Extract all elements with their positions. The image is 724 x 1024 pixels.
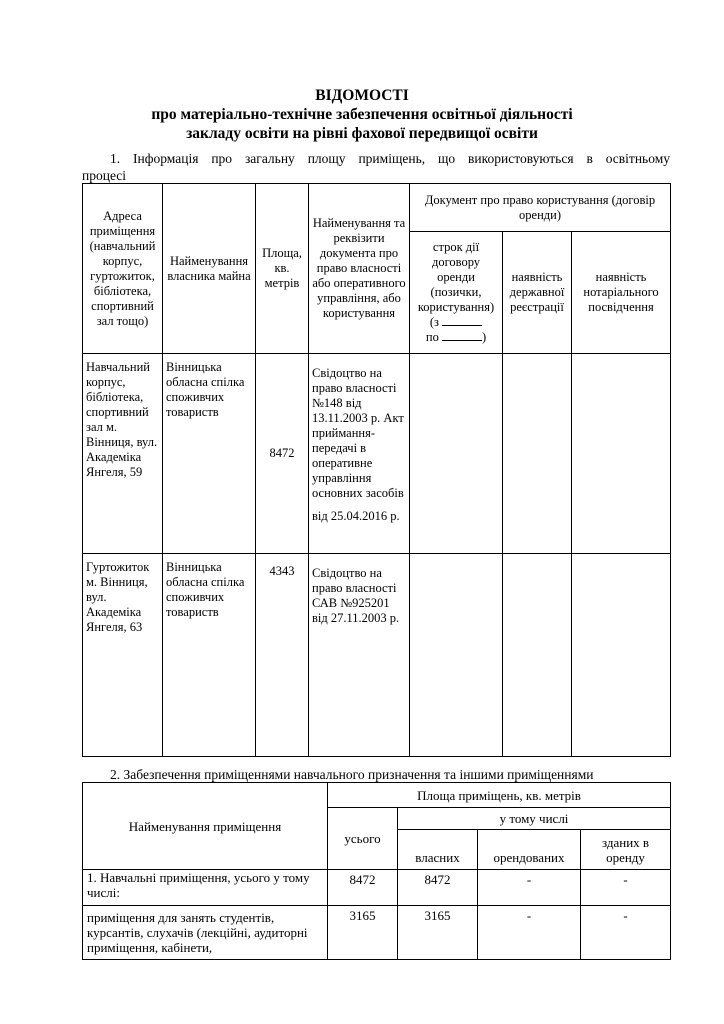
document-subtitle-line-2: закладу освіти на рівні фахової передвищої освіти (186, 125, 538, 142)
row2-address: Гуртожиток м. Вінниця, вул. Академіка Янгеля, 63 (83, 554, 163, 757)
header-owner: Найменування власника майна (163, 184, 256, 354)
header-usage-doc: Документ про право користування (договір оренди) (410, 184, 671, 232)
header-owned: власних (398, 830, 478, 870)
header-notary: наявність нотаріального посвідчення (572, 232, 671, 354)
row2-area: 4343 (256, 554, 309, 757)
premises-area-table (82, 183, 671, 757)
table-row (83, 906, 671, 960)
t2-row2-name: приміщення для занять студентів, курсантів, слухачів (лекційні, аудиторні приміщення, кабінети, (83, 906, 328, 960)
header-premises-name: Найменування приміщення (83, 783, 328, 870)
row1-doc: Свідоцтво на право власності №148 від 13.11.2003 р. Акт приймання-передачі в оперативне управління основних засобів від 25.04.2016 р. (309, 354, 410, 554)
row1-address: Навчальний корпус, бібліотека, спортивний зал м. Вінниця, вул. Академіка Янгеля, 59 (83, 354, 163, 554)
header-total: усього (328, 808, 398, 870)
row1-state-registration (503, 354, 572, 554)
table-row (83, 554, 671, 757)
section-1-heading-cont: процесі (82, 168, 127, 183)
t2-row1-rented: - (478, 870, 581, 906)
header-lease-term (410, 232, 503, 354)
section-1-heading: 1. Інформація про загальну площу приміщень, що використовуються в освітньому (110, 151, 670, 166)
row2-state-registration (503, 554, 572, 757)
row1-notary (572, 354, 671, 554)
header-leased-out: зданих в оренду (581, 830, 671, 870)
t2-row2-rented: - (478, 906, 581, 960)
row2-notary (572, 554, 671, 757)
row2-owner: Вінницька обласна спілка споживчих товариств (163, 554, 256, 757)
header-lease-term-from: (з (413, 315, 499, 330)
t2-row1-total: 8472 (328, 870, 398, 906)
section-2-heading: 2. Забезпечення приміщеннями навчального призначення та іншими приміщеннями (110, 767, 594, 782)
header-state-registration: наявність державної реєстрації (503, 232, 572, 354)
t2-row2-leased-out: - (581, 906, 671, 960)
header-including: у тому числі (398, 808, 671, 830)
header-lease-term-label: строк дії договору оренди (позички, користування) (417, 240, 495, 314)
row2-doc: Свідоцтво на право власності САВ №925201 від 27.11.2003 р. (309, 554, 410, 757)
row1-area: 8472 (256, 354, 309, 554)
t2-row1-owned: 8472 (398, 870, 478, 906)
row1-doc-date: від 25.04.2016 р. (312, 509, 400, 523)
header-lease-term-to: по ) (425, 330, 487, 344)
header-ownership-doc: Найменування та реквізити документа про право власності або оперативного управління, або користування (309, 184, 410, 354)
header-area: Площа, кв. метрів (256, 184, 309, 354)
t2-row1-leased-out: - (581, 870, 671, 906)
row2-lease-term (410, 554, 503, 757)
document-subtitle-line-1: про матеріально-технічне забезпечення освітньої діяльності (151, 106, 573, 123)
premises-purpose-table (82, 782, 671, 960)
t2-row2-total: 3165 (328, 906, 398, 960)
t2-row2-owned: 3165 (398, 906, 478, 960)
header-rented: орендованих (478, 830, 581, 870)
header-area-group: Площа приміщень, кв. метрів (328, 783, 671, 808)
row1-lease-term (410, 354, 503, 554)
t2-row1-name: 1. Навчальні приміщення, усього у тому числі: (83, 870, 328, 906)
table-row (83, 354, 671, 554)
document-title: ВІДОМОСТІ (315, 87, 409, 104)
table-row (83, 870, 671, 906)
header-address: Адреса приміщення (навчальний корпус, гуртожиток, бібліотека, спортивний зал тощо) (83, 184, 163, 354)
row1-owner: Вінницька обласна спілка споживчих товариств (163, 354, 256, 554)
